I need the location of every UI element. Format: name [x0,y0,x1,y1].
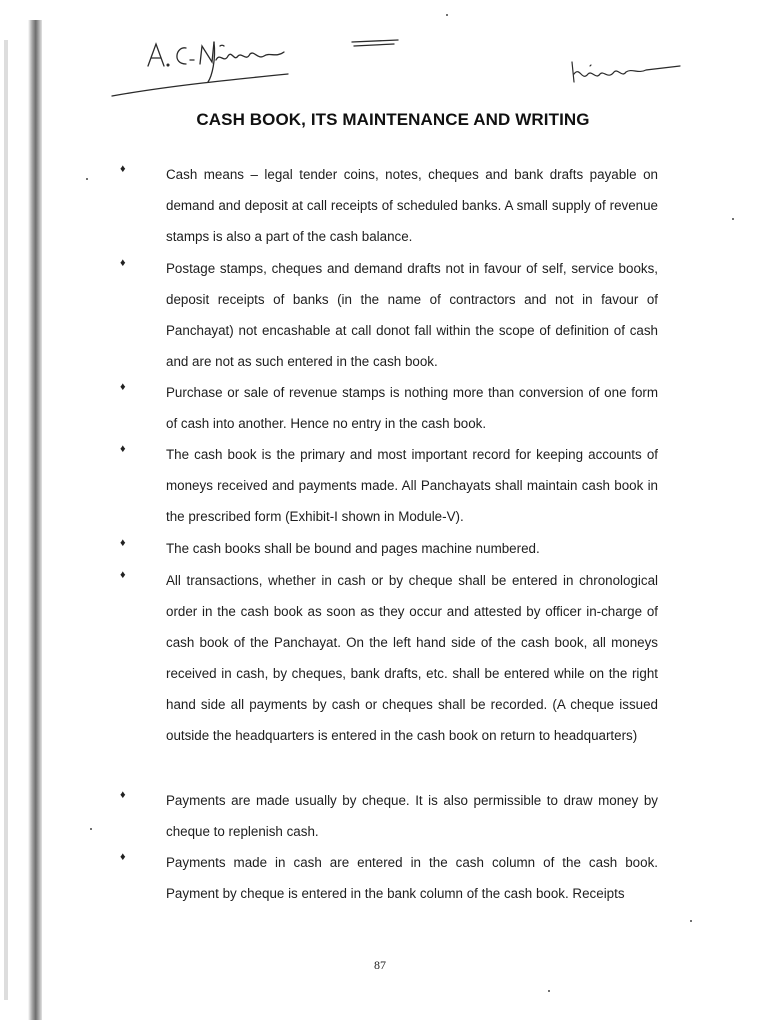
bullet-icon: ♦ [120,163,126,175]
scan-speck [86,178,88,180]
scan-speck [90,828,92,830]
paragraph-cash-definition: Cash means – legal tender coins, notes, cheques and bank drafts payable on demand and deposit at call receipts of scheduled banks. A small supply of revenue stamps is also a part of the cash balance. [166,167,658,244]
scan-speck [732,218,734,220]
paragraph-revenue-stamps: Purchase or sale of revenue stamps is nothing more than conversion of one form of cash into another. Hence no entry in the cash book. [166,385,658,431]
paragraph-bound-books: The cash books shall be bound and pages machine numbered. [166,541,540,556]
scan-binding-shadow [28,20,42,1020]
bullet-icon: ♦ [120,537,126,549]
handwritten-signature [108,30,408,110]
bullet-icon: ♦ [120,569,126,581]
scan-speck [690,920,692,922]
paragraph-primary-record: The cash book is the primary and most important record for keeping accounts of moneys received and payments made. All Panchayats shall maintain cash book in the prescribed form (Exhibit-I shown in Module-V). [166,447,658,524]
scan-speck [446,14,448,16]
bullet-icon: ♦ [120,381,126,393]
page-number: 87 [374,958,386,972]
bullet-icon: ♦ [120,851,126,863]
bullet-icon: ♦ [120,443,126,455]
bullet-icon: ♦ [120,257,126,269]
paragraph-non-cash-items: Postage stamps, cheques and demand drafts not in favour of self, service books, deposit receipts of banks (in the name of contractors and not in favour of Panchayat) not encashable at call donot fall within the scope of definition of cash and are not as such entered in the cash book. [166,261,658,369]
scan-speck [548,990,550,992]
scan-edge-mark [4,40,8,1000]
paragraph-all-transactions: All transactions, whether in cash or by cheque shall be entered in chronological order in the cash book as soon as they occur and attested by officer in-charge of cash book of the Panchayat. On the left hand side of the cash book, all moneys received in cash, by cheques, bank drafts, etc. shall be entered while on the right hand side all payments by cash or cheques shall be recorded. (A cheque issued outside the headquarters is entered in the cash book on return to headquarters) [166,573,658,743]
paragraph-cash-column: Payments made in cash are entered in the cash column of the cash book. Payment by cheque is entered in the bank column of the cash book. Receipts [166,855,658,901]
paragraph-payments-cheque: Payments are made usually by cheque. It is also permissible to draw money by cheque to replenish cash. [166,793,658,839]
handwritten-initials [560,58,690,88]
bullet-icon: ♦ [120,789,126,801]
document-title: CASH BOOK, ITS MAINTENANCE AND WRITING [196,110,590,129]
